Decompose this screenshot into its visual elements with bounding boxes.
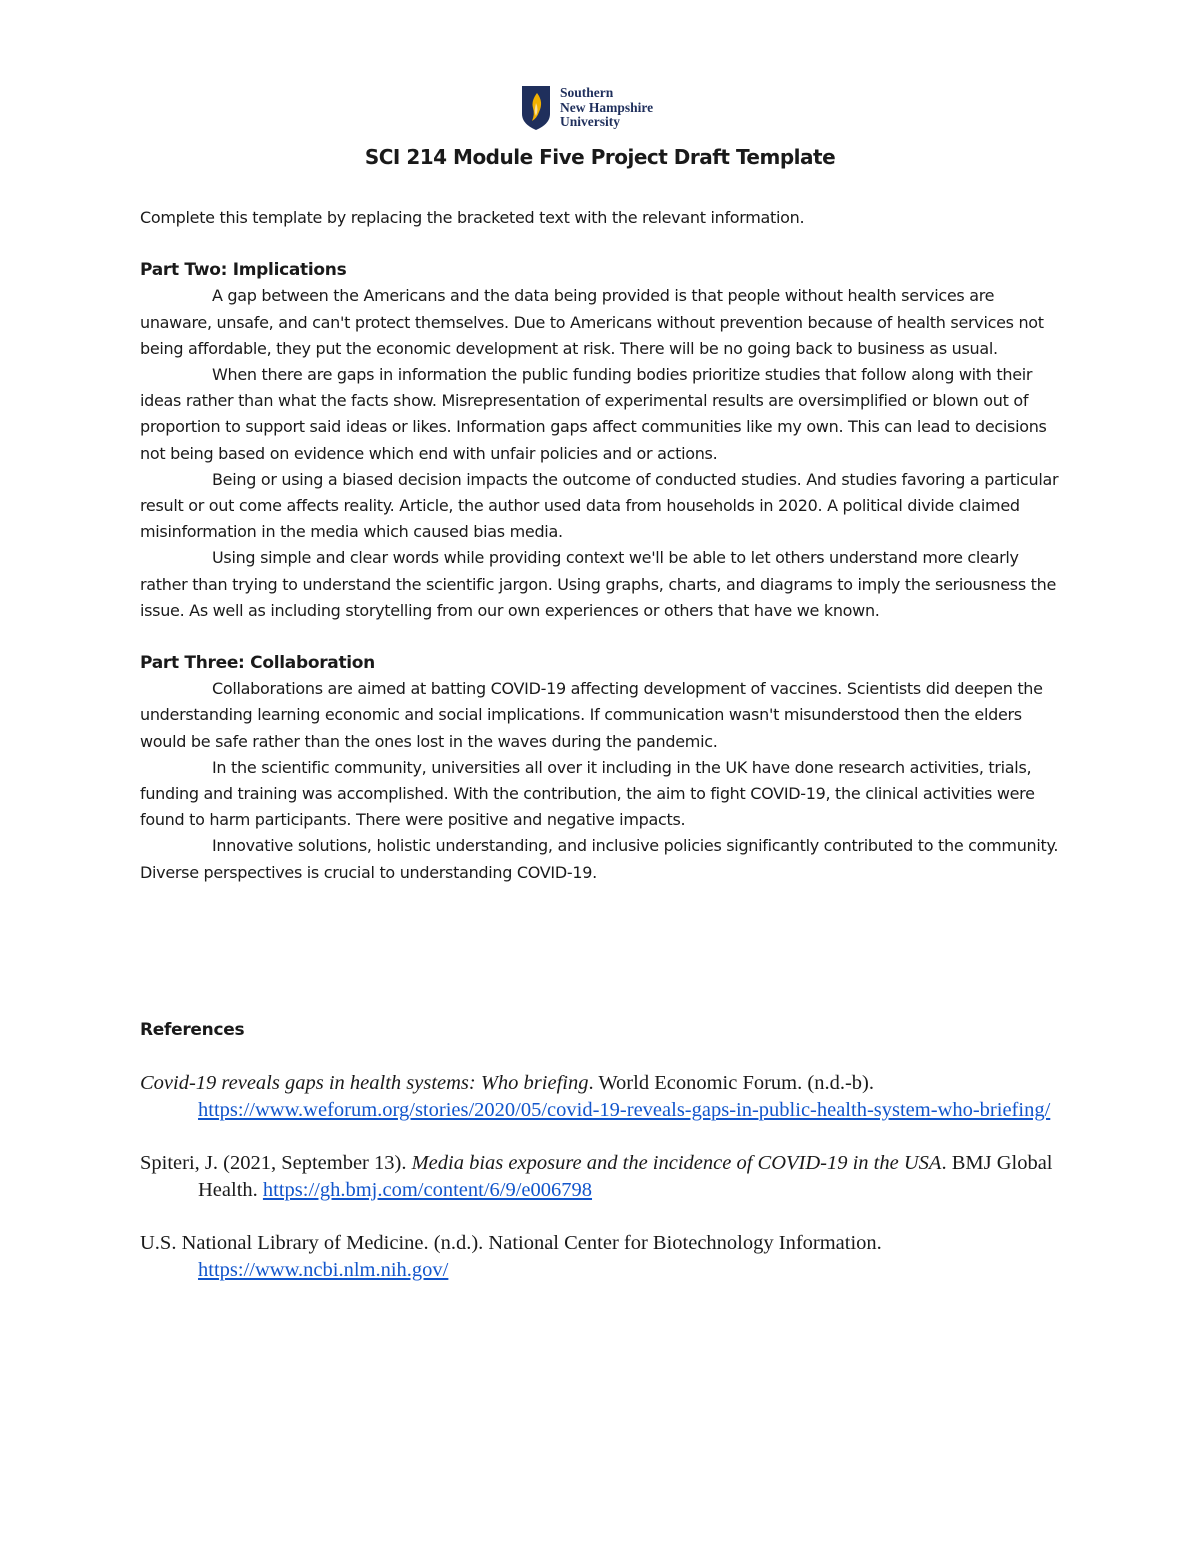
reference-title: Covid-19 reveals gaps in health systems: Who briefing bbox=[140, 1072, 589, 1094]
reference-item bbox=[140, 1230, 1070, 1284]
logo-line-1: Southern bbox=[560, 85, 614, 101]
part-three-heading: Part Three: Collaboration bbox=[140, 653, 375, 674]
reference-author: Spiteri, J. (2021, September 13). bbox=[140, 1152, 412, 1174]
references-list bbox=[140, 1070, 1070, 1310]
part-two-paragraph: Being or using a biased decision impacts the outcome of conducted studies. And studies favoring a particular result or out come affects reality. Article, the author used data from households in 2020. A political divide claimed misinformation in the media which caused bias media. bbox=[140, 469, 1059, 542]
reference-link[interactable]: https://gh.bmj.com/content/6/9/e006798 bbox=[262, 1179, 593, 1201]
reference-item bbox=[140, 1070, 1070, 1124]
reference-title: Media bias exposure and the incidence of COVID-19 in the USA bbox=[411, 1152, 942, 1174]
document-title: SCI 214 Module Five Project Draft Template bbox=[364, 145, 836, 169]
references-heading: References bbox=[140, 1020, 245, 1040]
intro-text: Complete this template by replacing the bracketed text with the relevant information. bbox=[140, 208, 805, 227]
part-three-paragraph: Innovative solutions, holistic understanding, and inclusive policies significantly contributed to the community. Diverse perspectives is crucial to understanding COVID-19. bbox=[140, 836, 1059, 882]
document-body bbox=[140, 205, 1060, 886]
university-logo bbox=[522, 84, 653, 132]
logo-line-2: New Hampshire bbox=[560, 99, 654, 115]
logo-line-3: University bbox=[560, 114, 620, 130]
part-two-heading: Part Two: Implications bbox=[140, 260, 347, 281]
reference-item bbox=[140, 1150, 1070, 1204]
reference-author: U.S. National Library of Medicine. (n.d.). National Center for Biotechnology Information. bbox=[140, 1232, 882, 1254]
flame-shield-icon bbox=[522, 86, 550, 130]
part-three-paragraph: Collaborations are aimed at batting COVID-19 affecting development of vaccines. Scientists did deepen the understanding learning economic and social implications. If communication wasn't misunderstood then the elders would be safe rather than the ones lost in the waves during the pandemic. bbox=[140, 679, 1043, 751]
part-two-paragraph: Using simple and clear words while providing context we'll be able to let others understand more clearly rather than trying to understand the scientific jargon. Using graphs, charts, and diagrams to imply the seriousness the issue. As well as including storytelling from our own experiences or others that have we known. bbox=[140, 548, 1057, 620]
reference-link[interactable]: https://www.ncbi.nlm.nih.gov/ bbox=[198, 1259, 449, 1281]
reference-source: . World Economic Forum. (n.d.-b). bbox=[588, 1072, 874, 1094]
part-two-paragraph: A gap between the Americans and the data being provided is that people without health services are unaware, unsafe, and can't protect themselves. Due to Americans without prevention because of health services not being affordable, they put the economic development at risk. There will be no going back to business as usual. bbox=[140, 286, 1044, 358]
logo-wordmark bbox=[560, 86, 653, 130]
part-three-paragraph: In the scientific community, universities all over it including in the UK have done research activities, trials, funding and training was accomplished. With the contribution, the aim to fight COVID-19, the clinical activities were found to harm participants. There were positive and negative impacts. bbox=[140, 757, 1035, 830]
reference-source: . BMJ Global Health. bbox=[198, 1152, 1053, 1201]
reference-link[interactable]: https://www.weforum.org/stories/2020/05/covid-19-reveals-gaps-in-public-health-system-who-briefing/ bbox=[198, 1099, 1051, 1121]
part-two-paragraph: When there are gaps in information the public funding bodies prioritize studies that follow along with their ideas rather than what the facts show. Misrepresentation of experimental results are oversimplified or blown out of proportion to support said ideas or likes. Information gaps affect communities like my own. This can lead to decisions not being based on evidence which end with unfair policies and or actions. bbox=[140, 365, 1047, 463]
